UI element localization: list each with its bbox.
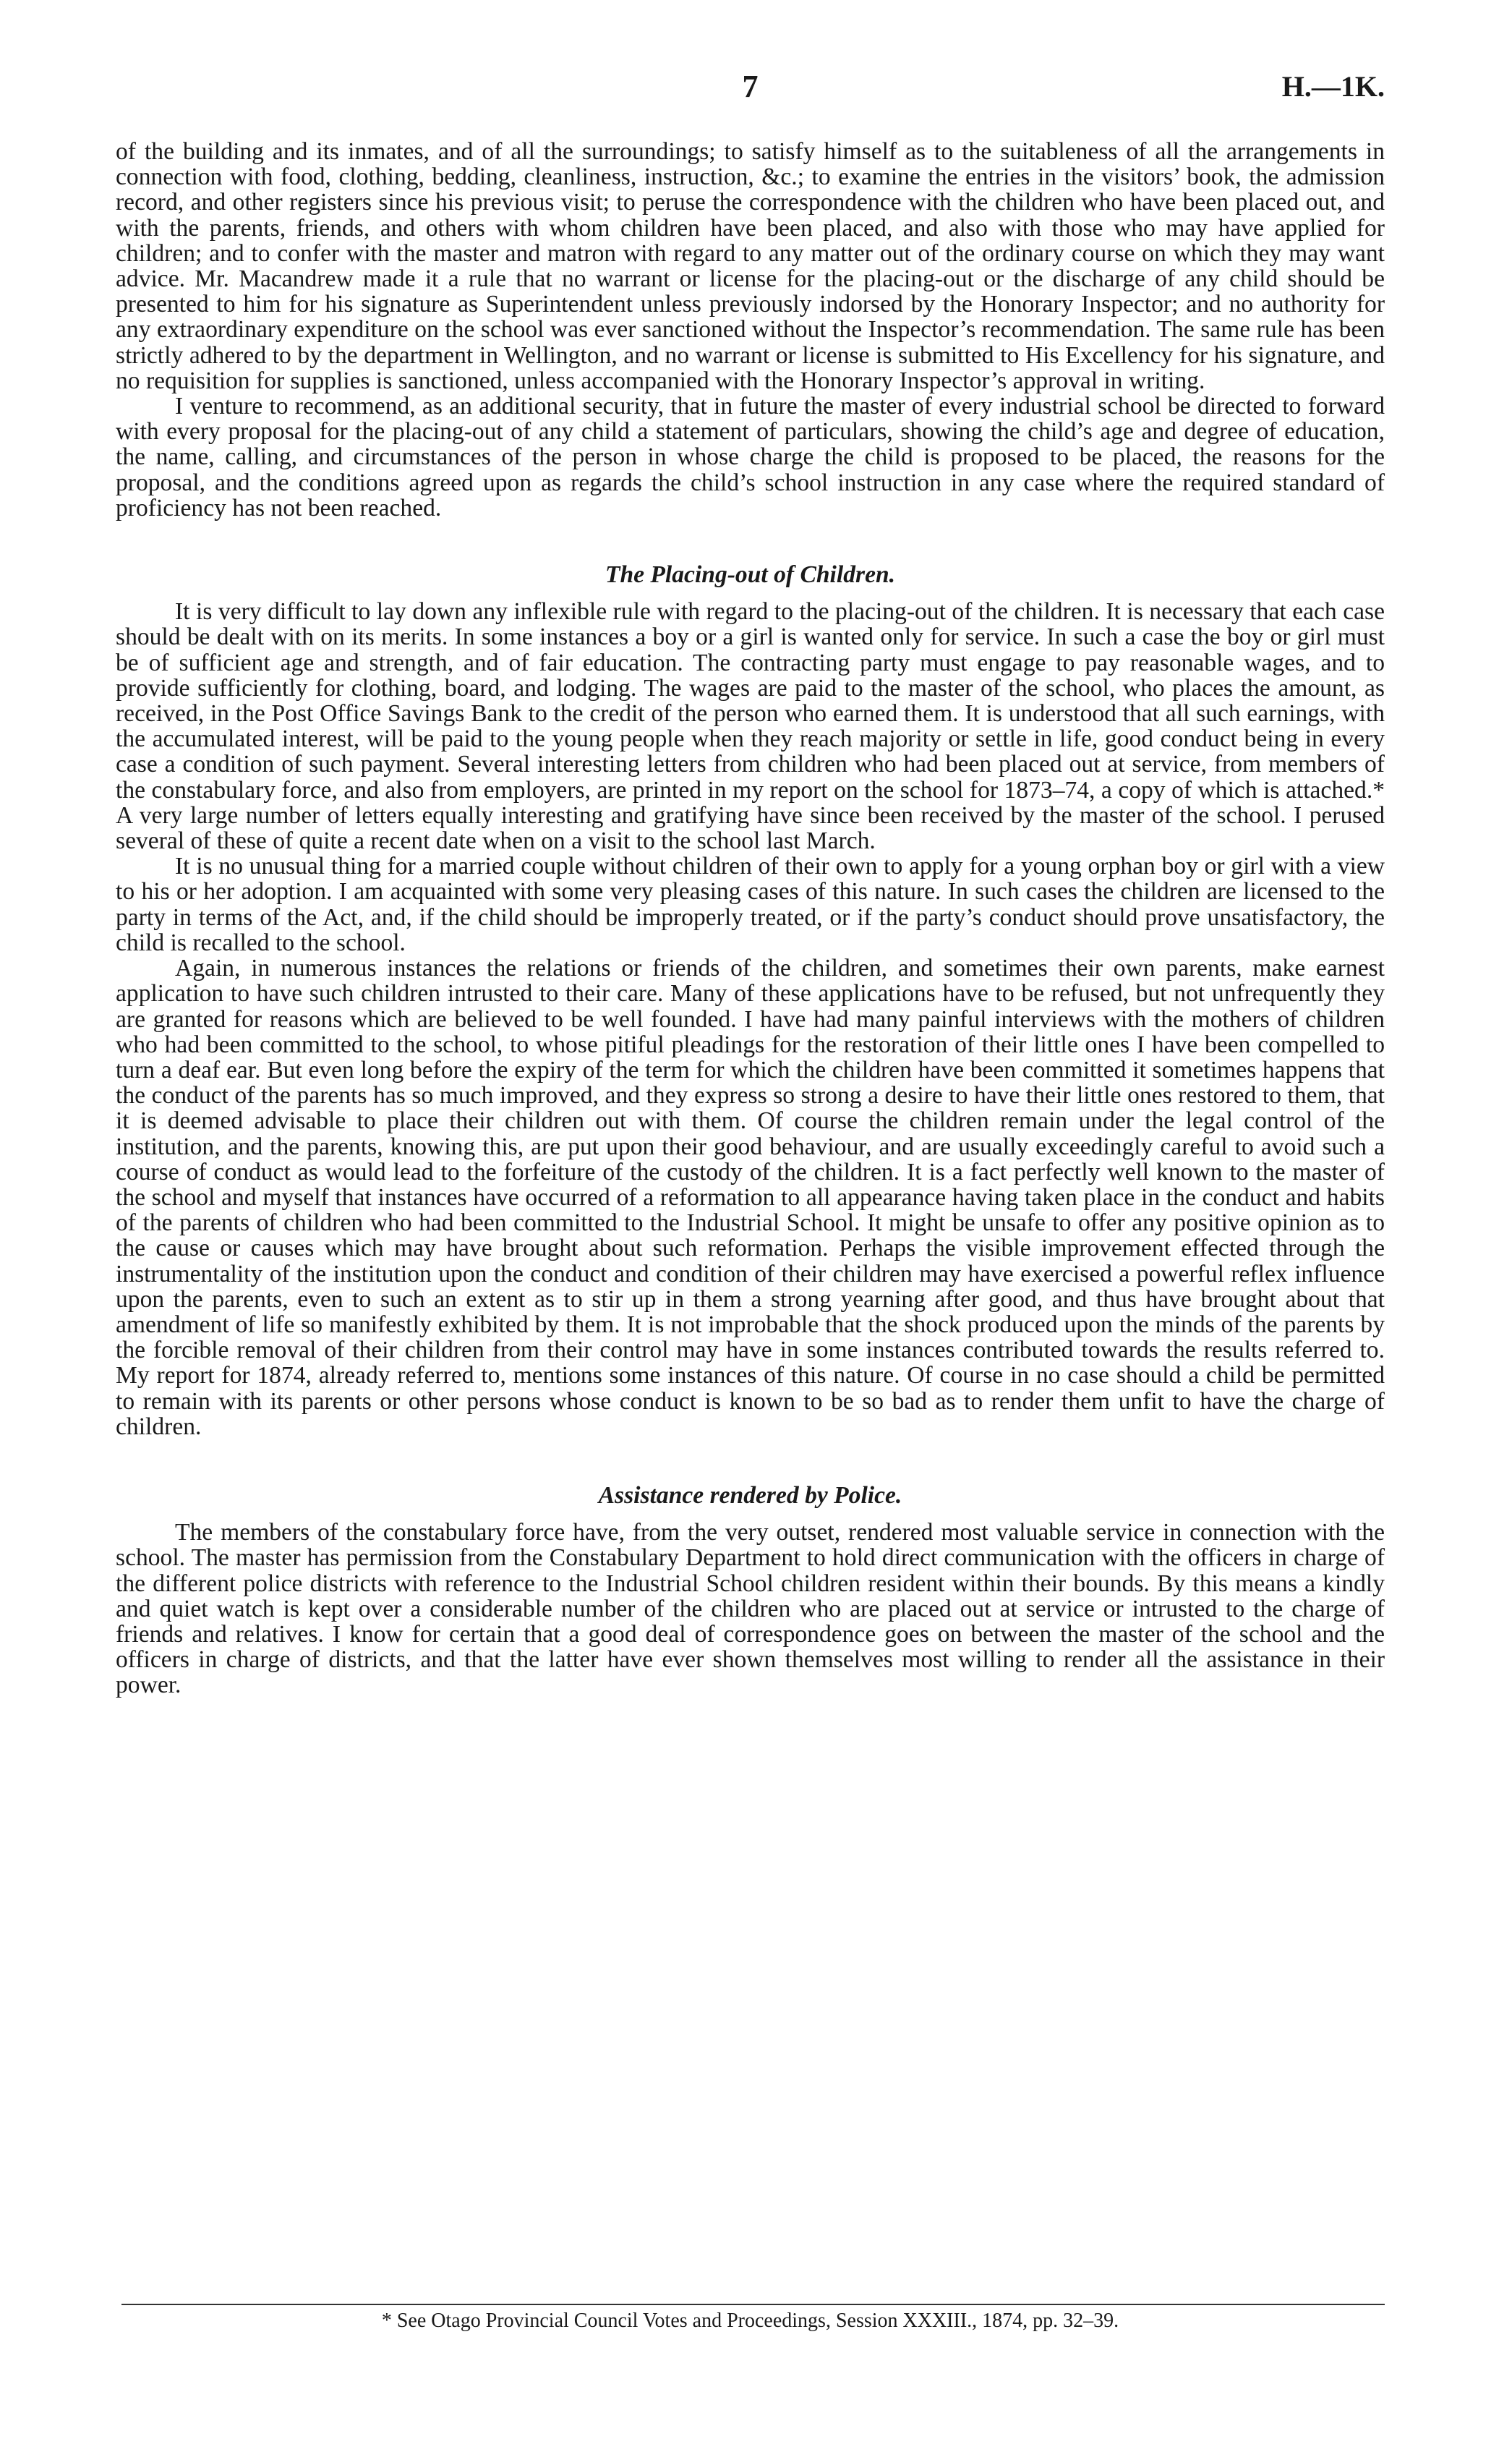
page-number: 7 (742, 69, 759, 104)
paragraph-intro-2: I venture to recommend, as an additional security, that in future the master of every industrial school be directed to forward with every proposal for the placing-out of any child a statement of particulars, showing the child’s age and degree of education, the name, calling, and circumstances of the person in whose charge the child is proposed to be placed, the reasons for the proposal, and the conditions agreed upon as regards the child’s school instruction in any case where the required standard of proficiency has not been reached. (116, 393, 1385, 522)
series-code: H.—1K. (1281, 70, 1385, 103)
section-heading-placing-out: The Placing-out of Children. (605, 561, 896, 589)
paragraph-placing-out-1: It is very difficult to lay down any inflexible rule with regard to the placing-out of the children. It is necessary that each case should be dealt with on its merits. In some instances a boy or a girl is wanted only for service. In such a case the boy or girl must be of sufficient age and strength, and of fair education. The contracting party must engage to pay reasonable wages, and to provide sufficiently for clothing, board, and lodging. The wages are paid to the master of the school, who places the amount, as received, in the Post Office Savings Bank to the credit of the person who earned them. It is understood that all such earnings, with the accumulated interest, will be paid to the young people when they reach majority or settle in life, good conduct being in every case a condition of such payment. Several interesting letters from children who had been placed out at service, from members of the constabulary force, and also from employers, are printed in my report on the school for 1873–74, a copy of which is attached.* A very large number of letters equally interesting and gratifying have since been received by the master of the school. I perused several of these of quite a recent date when on a visit to the school last March. (116, 598, 1385, 855)
paragraph-police-1: The members of the constabulary force have, from the very outset, rendered most valuable service in connection with the school. The master has permission from the Constabulary Department to hold direct communication with the officers in charge of the different police districts with reference to the Industrial School children resident within their bounds. By this means a kindly and quiet watch is kept over a considerable number of the children who are placed out at service or intrusted to the charge of friends and relatives. I know for certain that a good deal of correspondence goes on between the master of the school and the officers in charge of districts, and that the latter have ever shown themselves most willing to render all the assistance in their power. (116, 1519, 1385, 1699)
body-text (116, 139, 1385, 1698)
paragraph-placing-out-2: It is no unusual thing for a married couple without children of their own to apply for a young orphan boy or girl with a view to his or her adoption. I am acquainted with some very pleasing cases of this nature. In such cases the children are licensed to the party in terms of the Act, and, if the child should be improperly treated, or if the party’s conduct should prove unsatisfactory, the child is recalled to the school. (116, 853, 1385, 956)
footnote: * See Otago Provincial Council Votes and Proceedings, Session XXXIII., 1874, pp. 32–39. (381, 2310, 1119, 2332)
footnote-divider (121, 2304, 1385, 2305)
page-header (116, 68, 1385, 111)
paragraph-intro-1: of the building and its inmates, and of all the surroundings; to satisfy himself as to the suitableness of all the arrangements in connection with food, clothing, bedding, cleanliness, instruction, &c.; to examine the entries in the visitors’ book, the admission record, and other registers since his previous visit; to peruse the correspondence with the children who have been placed out, and with the parents, friends, and others with whom children have been placed, and also with those who may have applied for children; and to confer with the master and matron with regard to any matter out of the ordinary course on which they may want advice. Mr. Macandrew made it a rule that no warrant or license for the placing-out or the discharge of any child should be presented to him for his signature as Superintendent unless previously indorsed by the Honorary Inspector; and no authority for any extraordinary expenditure on the school was ever sanctioned without the Inspector’s recommendation. The same rule has been strictly adhered to by the department in Wellington, and no warrant or license is submitted to His Excellency for his signature, and no requisition for supplies is sanctioned, unless accompanied with the Honorary Inspector’s approval in writing. (116, 138, 1385, 394)
paragraph-placing-out-3: Again, in numerous instances the relations or friends of the children, and sometimes their own parents, make earnest application to have such children intrusted to their care. Many of these applications have to be refused, but not unfrequently they are granted for reasons which are believed to be well founded. I have had many painful interviews with the mothers of children who had been committed to the school, to whose pitiful pleadings for the restoration of their little ones I have been compelled to turn a deaf ear. But even long before the expiry of the term for which the children have been committed it sometimes happens that the conduct of the parents has so much improved, and they express so strong a desire to have their little ones restored to them, that it is deemed advisable to place their children out with them. Of course the children remain under the legal control of the institution, and the parents, knowing this, are put upon their good behaviour, and are usually exceedingly careful to avoid such a course of conduct as would lead to the forfeiture of the custody of the children. It is a fact perfectly well known to the master of the school and myself that instances have occurred of a reformation to all appearance having taken place in the conduct and habits of the parents of children who had been committed to the Industrial School. It might be unsafe to offer any positive opinion as to the cause or causes which may have brought about such reformation. Perhaps the visible improvement effected through the instrumentality of the institution upon the conduct and condition of their children may have exercised a powerful reflex influence upon the parents, even to such an extent as to stir up in them a strong yearning after good, and thus have brought about that amendment of life so manifestly exhibited by them. It is not improbable that the shock produced upon the minds of the parents by the forcible removal of their children from their control may have in some instances contributed towards the results referred to. My report for 1874, already referred to, mentions some instances of this nature. Of course in no case should a child be permitted to remain with its parents or other persons whose conduct is known to be so bad as to render them unfit to have the charge of children. (116, 955, 1385, 1440)
section-heading-police: Assistance rendered by Police. (598, 1481, 902, 1509)
